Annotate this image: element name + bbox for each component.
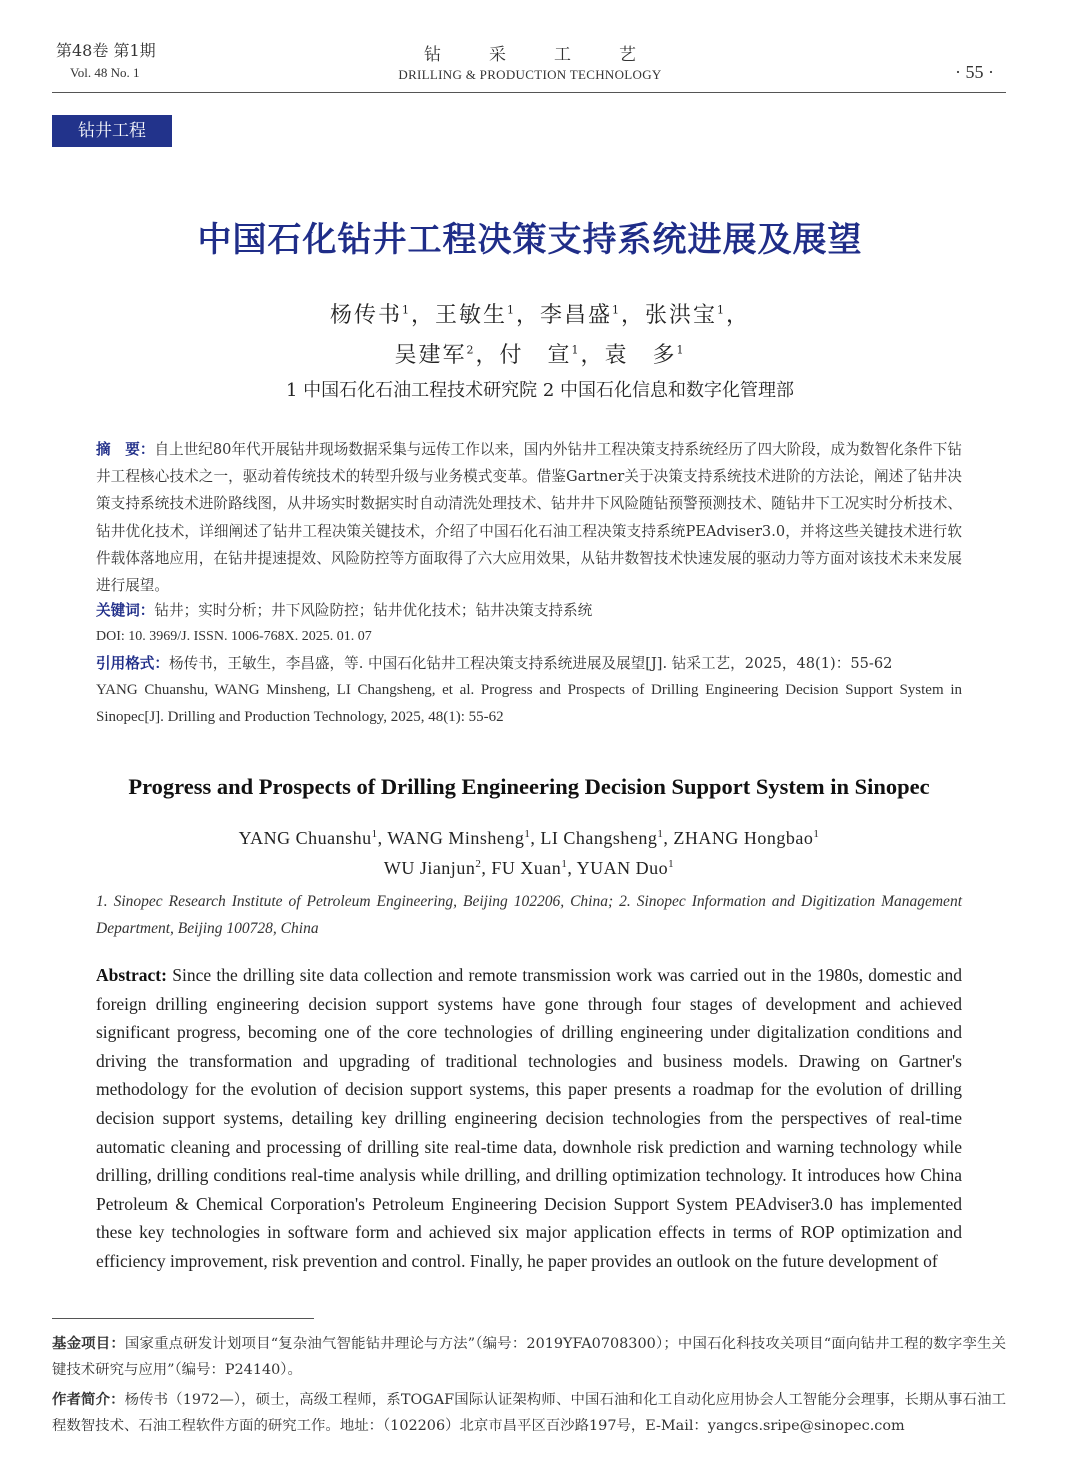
- header-divider: [52, 92, 1006, 93]
- journal-name-cn: 钻采工艺: [424, 45, 684, 65]
- author-cn-name: 李昌盛: [540, 303, 613, 328]
- author-en-affiliation-mark: 1: [561, 858, 568, 870]
- keywords-cn: [96, 597, 962, 624]
- citation-en: YANG Chuanshu, WANG Minsheng, LI Changsheng, et al. Progress and Prospects of Drilling Engineering Decision Support System in Sinopec[J]. Drilling and Production Technology, 2025, 48(1): 55-62: [96, 682, 962, 725]
- author-cn-affiliation-mark: 2: [466, 343, 476, 357]
- author-en-affiliation-mark: 2: [475, 858, 482, 870]
- abstract-cn-label: 摘 要：: [96, 441, 155, 458]
- author-en-name: WANG Minsheng: [387, 828, 525, 848]
- volume-en: Vol. 48 No. 1: [70, 65, 140, 80]
- author-en-affiliation-mark: 1: [371, 828, 378, 840]
- author-cn-separator: ，: [475, 343, 500, 368]
- author-en-name: YUAN Duo: [576, 858, 669, 878]
- citation-cn-text: 杨传书，王敏生，李昌盛，等. 中国石化钻井工程决策支持系统进展及展望[J]. 钻采工艺，2025，48(1)：55-62: [168, 655, 893, 672]
- author-en-separator: ,: [567, 858, 577, 878]
- footnote-author-bio: [52, 1387, 1006, 1439]
- authors-cn-line-1: [0, 298, 1080, 329]
- volume-cn: 第48卷 第1期: [56, 41, 156, 60]
- author-cn-separator: ，: [621, 303, 646, 328]
- keywords-text: 钻井；实时分析；井下风险防控；钻井优化技术；钻井决策支持系统: [154, 602, 593, 619]
- paper-title-en: Progress and Prospects of Drilling Engineering Decision Support System in Sinopec: [128, 774, 930, 799]
- author-cn-name: 王敏生: [434, 303, 507, 328]
- author-cn-separator: ，: [515, 303, 540, 328]
- author-en-affiliation-mark: 1: [813, 828, 820, 840]
- keywords-label: 关键词：: [96, 602, 155, 619]
- author-cn-name: 袁 多: [604, 343, 677, 368]
- authors-en-line-2: [0, 858, 1058, 879]
- author-en-separator: ,: [377, 828, 388, 848]
- author-cn-affiliation-mark: 1: [506, 303, 516, 317]
- author-bio-label: 作者简介：: [52, 1392, 125, 1408]
- author-cn-affiliation-mark: 1: [401, 303, 411, 317]
- section-tag: 钻井工程: [52, 115, 172, 147]
- author-en-name: YANG Chuanshu: [238, 828, 372, 848]
- author-cn-affiliation-mark: 1: [717, 303, 727, 317]
- author-bio-text: 杨传书（1972—），硕士，高级工程师，系TOGAF国际认证架构师、中国石油和化工自动化应用协会人工智能分会理事，长期从事石油工程数智技术、石油工程软件方面的研究工作。地址：（102206）北京市昌平区百沙路197号，E-Mail：yangcs.sripe@sinopec.com: [52, 1392, 1006, 1434]
- author-cn-name: 张洪宝: [645, 303, 718, 328]
- author-cn-affiliation-mark: 1: [676, 343, 686, 357]
- affiliation-en: 1. Sinopec Research Institute of Petroleum Engineering, Beijing 102206, China; 2. Sinopec Information and Digitization Management Department, Beijing 100728, China: [96, 893, 962, 937]
- author-en-name: FU Xuan: [491, 858, 562, 878]
- abstract-cn-text: 自上世纪80年代开展钻井现场数据采集与远传工作以来，国内外钻井工程决策支持系统经历了四大阶段，成为数智化条件下钻井工程核心技术之一，驱动着传统技术的转型升级与业务模式变革。借鉴Gartner关于决策支持系统技术进阶的方法论，阐述了钻井决策支持系统技术进阶路线图，从井场实时数据实时自动清洗处理技术、钻井井下风险随钻预警预测技术、随钻井下工况实时分析技术、钻井优化技术，详细阐述了钻井工程决策关键技术，介绍了中国石化石油工程决策支持系统PEAdviser3.0，并将这些关键技术进行软件载体落地应用，在钻井提速提效、风险防控等方面取得了六大应用效果，从钻井数智技术快速发展的驱动力等方面对该技术未来发展进行展望。: [96, 441, 962, 595]
- author-en-name: ZHANG Hongbao: [673, 828, 814, 848]
- journal-name-en: DRILLING & PRODUCTION TECHNOLOGY: [398, 67, 662, 82]
- author-cn-separator: ，: [410, 303, 435, 328]
- author-en-separator: ,: [481, 858, 492, 878]
- header-journal: [0, 40, 1060, 83]
- affiliation-cn: 1 中国石化石油工程技术研究院 2 中国石化信息和数字化管理部: [285, 380, 795, 401]
- authors-en-line-1: [0, 828, 1058, 849]
- author-cn-name: 吴建军: [394, 343, 467, 368]
- author-en-name: LI Changsheng: [540, 828, 658, 848]
- author-cn-separator: ，: [726, 303, 751, 328]
- funding-label: 基金项目：: [52, 1336, 125, 1352]
- author-en-affiliation-mark: 1: [524, 828, 531, 840]
- author-cn-name: 杨传书: [329, 303, 402, 328]
- abstract-cn: [96, 436, 962, 599]
- footnote-funding: [52, 1331, 1006, 1383]
- author-en-affiliation-mark: 1: [668, 858, 675, 870]
- author-en-separator: ,: [663, 828, 674, 848]
- authors-cn-line-2: [0, 338, 1080, 369]
- author-en-affiliation-mark: 1: [657, 828, 664, 840]
- author-en-separator: ,: [530, 828, 541, 848]
- abstract-en: [96, 961, 962, 1276]
- abstract-en-label: Abstract:: [96, 965, 167, 985]
- author-cn-separator: ，: [580, 343, 605, 368]
- abstract-en-text: Since the drilling site data collection and remote transmission work was carried out in the 1980s, domestic and foreign drilling engineering decision support systems have gone through four stages of development and achieved significant progress, becoming one of the core technologies of drilling engineering under digitalization conditions and driving the transformation and upgrading of traditional technologies and business models. Drawing on Gartner's methodology for the evolution of decision support systems, this paper presents a roadmap for the evolution of drilling decision support systems, detailing key drilling engineering decision technologies from the perspectives of real-time automatic cleaning and processing of drilling site real-time data, downhole risk prediction and warning technology while drilling, drilling conditions real-time analysis while drilling, and drilling optimization technology. It introduces how China Petroleum & Chemical Corporation's Petroleum Engineering Decision Support System PEAdviser3.0 has implemented these key technologies in software form and achieved six major application effects in terms of ROP optimization and efficiency improvement, risk prevention and control. Finally, he paper provides an outlook on the future development of: [96, 965, 962, 1271]
- doi: DOI: 10. 3969/J. ISSN. 1006-768X. 2025. 01. 07: [96, 629, 372, 644]
- author-cn-affiliation-mark: 1: [571, 343, 581, 357]
- author-cn-name: 付 宣: [499, 343, 572, 368]
- citation-cn: [96, 650, 962, 677]
- citation: [96, 650, 962, 731]
- author-en-name: WU Jianjun: [383, 858, 476, 878]
- author-cn-affiliation-mark: 1: [612, 303, 622, 317]
- citation-label: 引用格式：: [96, 655, 169, 672]
- paper-title-cn: 中国石化钻井工程决策支持系统进展及展望: [197, 220, 863, 260]
- page-number: · 55 ·: [955, 62, 994, 82]
- footnote-divider: [52, 1318, 314, 1319]
- funding-text: 国家重点研发计划项目“复杂油气智能钻井理论与方法”（编号：2019YFA0708300）；中国石化科技攻关项目“面向钻井工程的数字孪生关键技术研究与应用”（编号：P24140）。: [52, 1336, 1006, 1378]
